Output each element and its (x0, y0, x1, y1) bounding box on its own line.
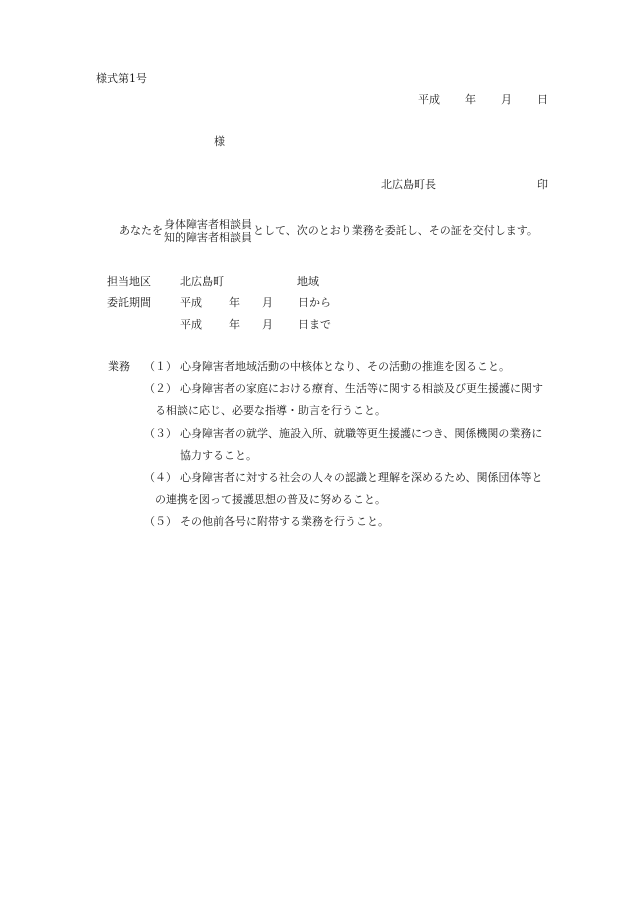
period-end-day: 日まで (298, 318, 331, 331)
area-town: 北広島町 (180, 275, 224, 288)
duty-text: 心身障害者に対する社会の人々の認識と理解を深めるため、関係団体等と (180, 471, 543, 484)
date-era: 平成 (418, 93, 440, 106)
period-end-year: 年 (229, 318, 240, 331)
duty-text-continued: る相談に応じ、必要な指導・助言を行うこと。 (155, 404, 386, 417)
duty-number: （２） (144, 382, 177, 395)
counselor-option-physical: 身体障害者相談員 (164, 218, 252, 231)
duty-text: 心身障害者地域活動の中核体となり、その活動の推進を図ること。 (180, 360, 510, 373)
duty-text: 心身障害者の家庭における療育、生活等に関する相談及び更生援護に関す (180, 382, 543, 395)
duty-number: （５） (144, 515, 177, 528)
duty-text: その他前各号に附帯する業務を行うこと。 (180, 515, 389, 528)
period-start-day: 日から (298, 296, 331, 309)
period-end-era: 平成 (180, 318, 202, 331)
form-number: 様式第1号 (96, 72, 147, 85)
date-day: 日 (537, 93, 548, 106)
duty-number: （３） (144, 427, 177, 440)
period-label: 委託期間 (107, 296, 151, 309)
duties-label: 業務 (108, 360, 130, 373)
issuer-title: 北広島町長 (381, 178, 436, 191)
seal-mark: 印 (537, 178, 548, 191)
period-start-year: 年 (229, 296, 240, 309)
duty-text-continued: の連携を図って援護思想の普及に努めること。 (155, 493, 386, 506)
duty-number: （１） (144, 360, 177, 373)
period-end-month: 月 (262, 318, 273, 331)
counselor-option-intellectual: 知的障害者相談員 (164, 231, 252, 244)
date-month: 月 (501, 93, 512, 106)
duty-text-continued: 協力すること。 (180, 449, 257, 462)
addressee-suffix: 様 (214, 135, 225, 148)
appointment-statement (119, 218, 538, 244)
intro-suffix: として、次のとおり業務を委託し、その証を交付します。 (253, 224, 538, 237)
intro-prefix: あなたを (119, 224, 163, 237)
period-start-era: 平成 (180, 296, 202, 309)
date-year: 年 (465, 93, 476, 106)
duty-text: 心身障害者の就学、施設入所、就職等更生援護につき、関係機関の業務に (180, 427, 543, 440)
area-suffix: 地域 (297, 275, 319, 288)
area-label: 担当地区 (107, 275, 151, 288)
duty-number: （４） (144, 471, 177, 484)
period-start-month: 月 (262, 296, 273, 309)
counselor-type-options (164, 218, 252, 244)
